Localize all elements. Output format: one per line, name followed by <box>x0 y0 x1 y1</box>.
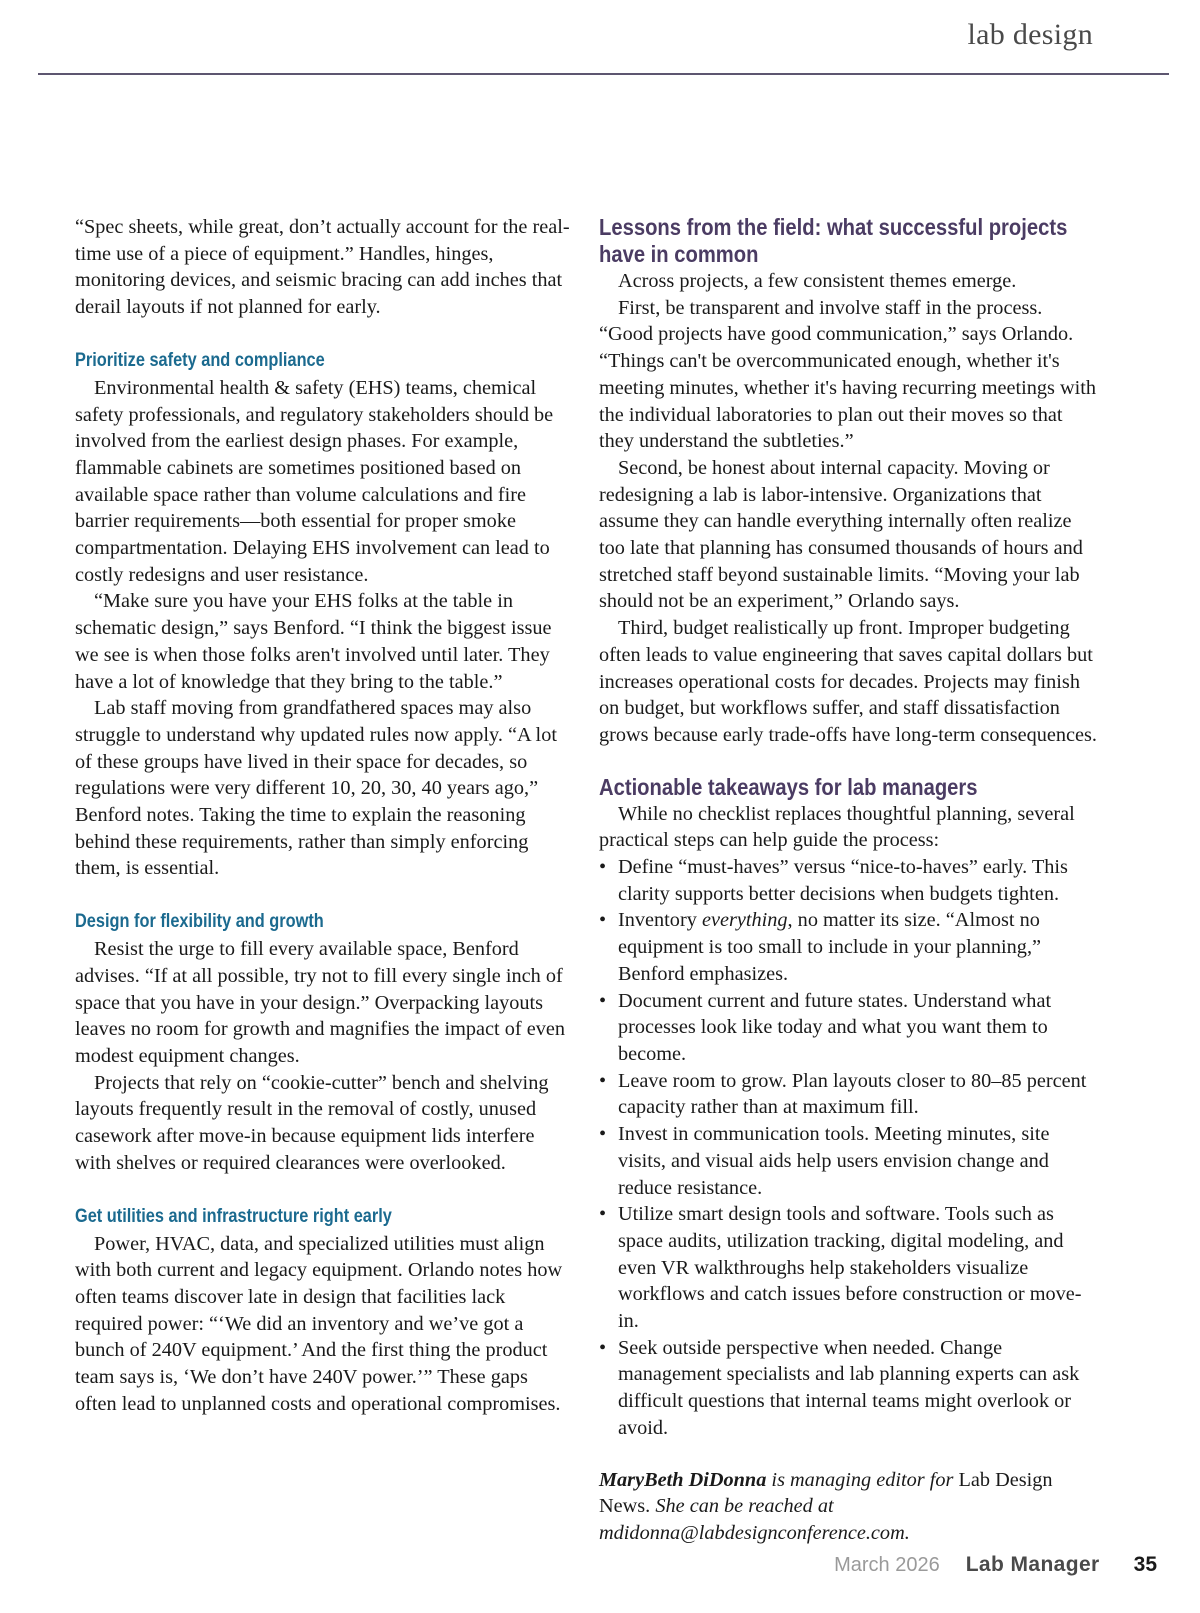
page-footer <box>834 1553 1157 1577</box>
paragraph-lessons-4: Third, budget realistically up front. Improper budgeting often leads to value engineering that saves capital dollars but increases operational costs for decades. Projects may finish on budget, but workflows suffer, and staff dissatisfaction grows because early trade-offs have long-term consequences. <box>599 617 1097 746</box>
heading-takeaways: Actionable takeaways for lab managers <box>599 773 978 800</box>
magazine-name: Lab Manager <box>965 1553 1100 1576</box>
author-bio <box>599 1467 1099 1547</box>
paragraph-flexibility-1: Resist the urge to fill every available space, Benford advises. “If at all possible, try not to fill every single inch of space that you have in your design.” Overpacking layouts leaves no room for growth and magnifies the impact of even modest equipment changes. <box>75 938 565 1067</box>
list-item-lead: Inventory <box>618 909 697 932</box>
paragraph-takeaways-intro: While no checklist replaces thoughtful planning, several practical steps can help guide the process: <box>599 802 1075 852</box>
left-column <box>75 214 573 1417</box>
author-role: is managing editor for <box>766 1468 959 1491</box>
paragraph-lessons-1: Across projects, a few consistent themes emerge. <box>618 270 1017 292</box>
author-contact: She can be reached at mdidonna@labdesignconference.com. <box>599 1495 910 1544</box>
list-item <box>599 907 1099 987</box>
heading-lessons: Lessons from the field: what successful projects have in common <box>599 214 1068 267</box>
author-name: MaryBeth DiDonna <box>599 1468 767 1491</box>
paragraph-safety-2: “Make sure you have your EHS folks at the table in schematic design,” says Benford. “I think the biggest issue we see is when those folks aren't involved until later. They have a lot of knowledge that they bring to the table.” <box>75 590 552 693</box>
heading-safety: Prioritize safety and compliance <box>75 349 325 371</box>
list-item: • Document current and future states. Understand what processes look like today and what you want them to become. <box>599 988 1099 1068</box>
heading-utilities: Get utilities and infrastructure right early <box>75 1205 392 1227</box>
list-item: • Seek outside perspective when needed. Change management specialists and lab planning experts can ask difficult questions that internal teams might overlook or avoid. <box>599 1335 1099 1442</box>
heading-flexibility: Design for flexibility and growth <box>75 911 324 933</box>
list-item: • Leave room to grow. Plan layouts closer to 80–85 percent capacity rather than at maximum fill. <box>599 1068 1099 1121</box>
list-item: • Invest in communication tools. Meeting minutes, site visits, and visual aids help users envision change and reduce resistance. <box>599 1121 1099 1201</box>
section-tag: lab design <box>967 18 1093 51</box>
page-number: 35 <box>1133 1553 1157 1576</box>
paragraph-safety-3: Lab staff moving from grandfathered spaces may also struggle to understand why updated rules now apply. “A lot of these groups have lived in their space for decades, so regulations were very different 10, 20, 30, 40 years ago,” Benford notes. Taking the time to explain the reasoning behind these requirements, rather than simply enforcing them, is essential. <box>75 697 557 880</box>
paragraph-safety-1: Environmental health & safety (EHS) teams, chemical safety professionals, and regulatory stakeholders should be involved from the earliest design phases. For example, flammable cabinets are sometimes positioned based on available space rather than volume calculations and fire barrier requirements—both essential for proper smoke compartmentation. Delaying EHS involvement can lead to costly redesigns and user resistance. <box>75 376 554 586</box>
paragraph-intro: “Spec sheets, while great, don’t actually account for the real-time use of a piece of equipment.” Handles, hinges, monitoring devices, and seismic bracing can add inches that derail layouts if not planned for early. <box>75 216 570 319</box>
publication-name: Lab Design News. <box>599 1468 1053 1518</box>
paragraph-lessons-3: Second, be honest about internal capacity. Moving or redesigning a lab is labor-intensive. Organizations that assume they can handle everything internally often realize too late that planning has consumed thousands of hours and stretched staff beyond sustainable limits. “Moving your lab should not be an experiment,” Orlando says. <box>599 456 1083 613</box>
issue-date: March 2026 <box>834 1554 940 1576</box>
paragraph-lessons-2: First, be transparent and involve staff in the process. “Good projects have good communication,” says Orlando. “Things can't be overcommunicated enough, whether it's meeting minutes, whether it's having recurring meetings with the individual laboratories to plan out their moves so that they understand the subtleties.” <box>599 296 1097 453</box>
list-item: • Utilize smart design tools and software. Tools such as space audits, utilization tracking, digital modeling, and even VR walkthroughs help stakeholders visualize workflows and catch issues before construction or move-in. <box>599 1201 1099 1335</box>
paragraph-flexibility-2: Projects that rely on “cookie-cutter” bench and shelving layouts frequently result in the removal of costly, unused casework after move-in because equipment lids interfere with shelves or required clearances were overlooked. <box>75 1071 549 1174</box>
paragraph-utilities-1: Power, HVAC, data, and specialized utilities must align with both current and legacy equipment. Orlando notes how often teams discover late in design that facilities lack required power: “‘We did an inventory and we’ve got a bunch of 240V equipment.’ And the first thing the product team says is, ‘We don’t have 240V power.’” These gaps often lead to unplanned costs and operational compromises. <box>75 1232 563 1415</box>
list-item: • Define “must-haves” versus “nice-to-haves” early. This clarity supports better decisions when budgets tighten. <box>599 854 1099 907</box>
list-item-emphasis: everything <box>701 909 788 932</box>
list-item-rest: , no matter its size. “Almost no equipment is too small to include in your planning,” Benford emphasizes. <box>618 909 1042 985</box>
header-rule <box>38 73 1169 75</box>
right-column <box>599 214 1099 1547</box>
takeaways-list <box>599 854 1099 1441</box>
